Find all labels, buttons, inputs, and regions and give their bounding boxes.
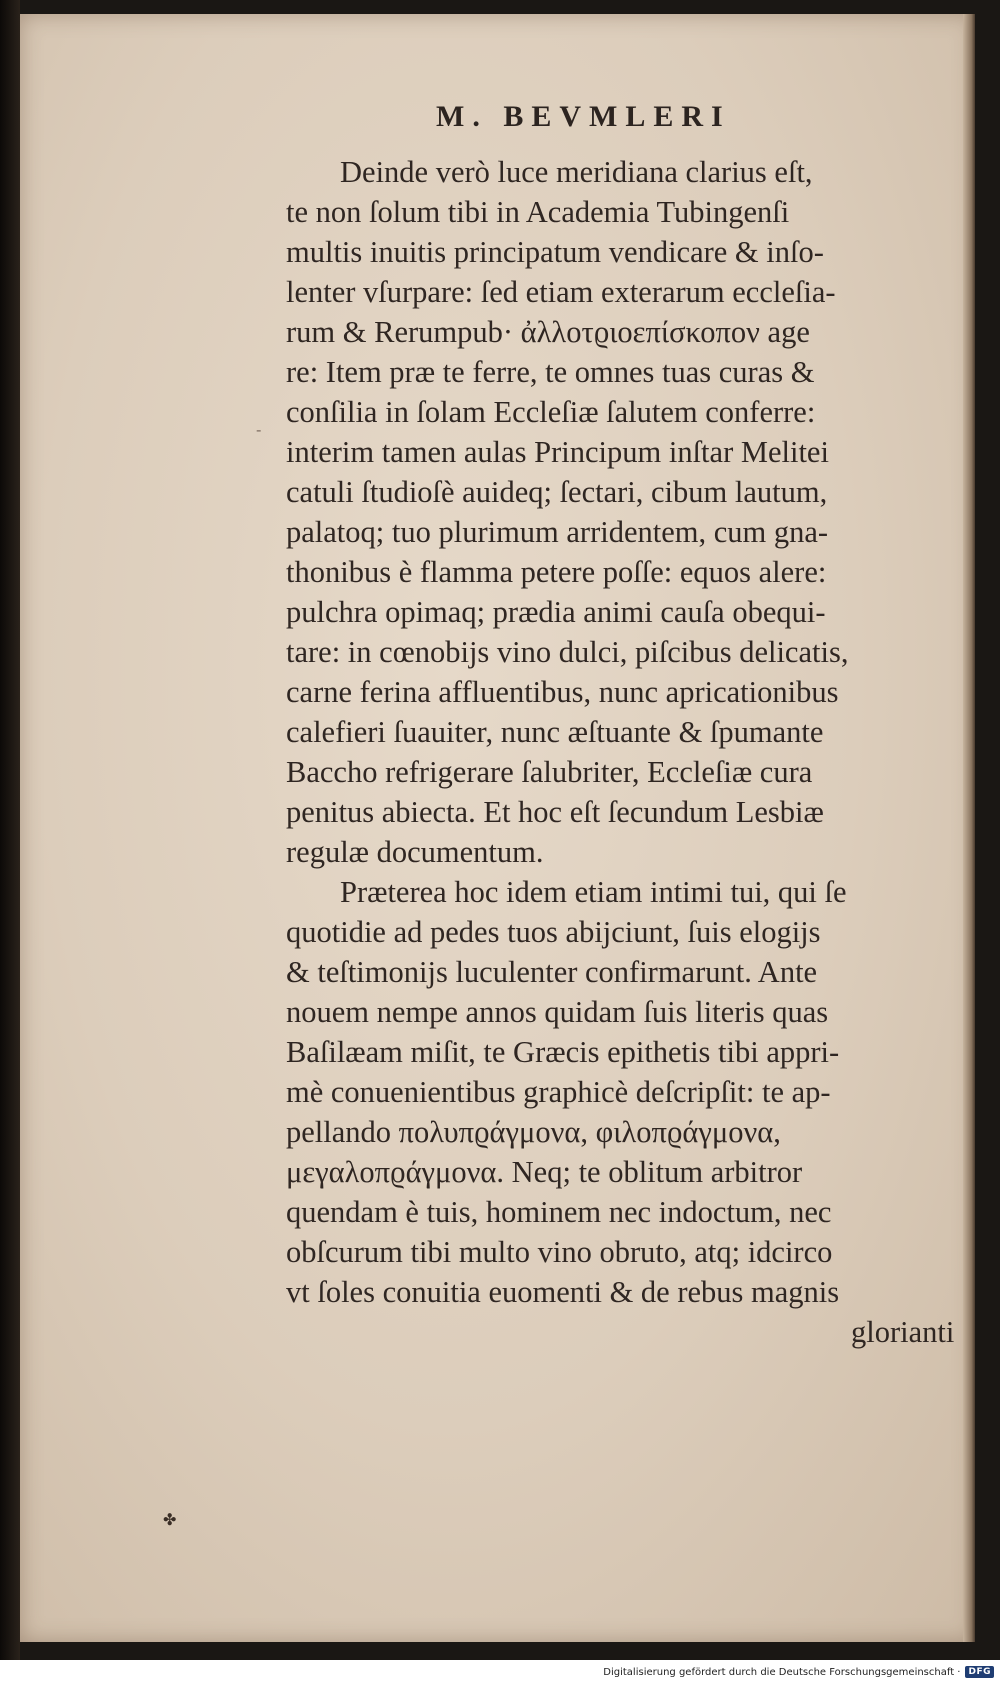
printers-ornament-icon: ✤ xyxy=(163,1510,177,1529)
text-line: Baccho refrigerare ſalubriter, Eccleſiæ cura xyxy=(286,755,813,789)
text-line: te non ſolum tibi in Academia Tubingenſi xyxy=(286,195,790,229)
text-line: vt ſoles conuitia euomenti & de rebus magnis xyxy=(286,1275,840,1309)
book-spine xyxy=(0,0,20,1660)
text-line: tare: in cœnobijs vino dulci, piſcibus delicatis, xyxy=(286,635,849,669)
text-line: quotidie ad pedes tuos abijciunt, ſuis elogijs xyxy=(286,915,821,949)
pencil-mark-icon: - xyxy=(256,420,262,439)
text-line: palatoq; tuo plurimum arridentem, cum gna- xyxy=(286,515,829,549)
text-line: nouem nempe annos quidam ſuis literis quas xyxy=(286,995,829,1029)
text-line: Præterea hoc idem etiam intimi tui, qui ſe xyxy=(340,875,847,909)
digitization-credit xyxy=(603,1666,994,1678)
text-line: Deinde verò luce meridiana clarius eſt, xyxy=(340,155,813,189)
dfg-logo: DFG xyxy=(965,1666,994,1678)
credit-text: Digitalisierung gefördert durch die Deutsche Forschungsgemeinschaft · xyxy=(603,1666,961,1678)
text-line: Baſilæam miſit, te Græcis epithetis tibi appri- xyxy=(286,1035,840,1069)
text-line: pulchra opimaq; prædia animi cauſa obequi- xyxy=(286,595,826,629)
text-line: conſilia in ſolam Eccleſiæ ſalutem conferre: xyxy=(286,395,816,429)
text-line: rum & Rerumpub· ἀλλοτϱιοεπίσκοπον age xyxy=(286,315,810,349)
text-line: calefieri ſuauiter, nunc æſtuante & ſpumante xyxy=(286,715,824,749)
text-line: multis inuitis principatum vendicare & inſo- xyxy=(286,235,824,269)
text-line: penitus abiecta. Et hoc eſt ſecundum Lesbiæ xyxy=(286,795,824,829)
text-line: re: Item præ te ferre, te omnes tuas curas & xyxy=(286,355,815,389)
text-line: pellando πολυπϱάγμονα, φιλοπϱάγμονα, xyxy=(286,1115,781,1149)
text-line: thonibus è flamma petere poſſe: equos alere: xyxy=(286,555,827,589)
text-line: mè conuenientibus graphicè deſcripſit: te ap- xyxy=(286,1075,831,1109)
text-line: obſcurum tibi multo vino obruto, atq; idcirco xyxy=(286,1235,833,1269)
body-text xyxy=(286,152,986,1352)
text-line: quendam è tuis, hominem nec indoctum, nec xyxy=(286,1195,832,1229)
text-line: lenter vſurpare: ſed etiam exterarum eccleſia- xyxy=(286,275,836,309)
text-line: catuli ſtudioſè auideq; ſectari, cibum lautum, xyxy=(286,475,828,509)
text-line: regulæ documentum. xyxy=(286,835,544,869)
text-line: & teſtimonijs luculenter confirmarunt. Ante xyxy=(286,955,818,989)
text-line: carne ferina affluentibus, nunc apricationibus xyxy=(286,675,839,709)
running-head: M. BEVMLERI xyxy=(436,100,731,133)
catchword: glorianti xyxy=(851,1315,955,1349)
text-line: interim tamen aulas Principum inſtar Melitei xyxy=(286,435,829,469)
text-line: μεγαλοπϱάγμονα. Neq; te oblitum arbitror xyxy=(286,1155,803,1189)
